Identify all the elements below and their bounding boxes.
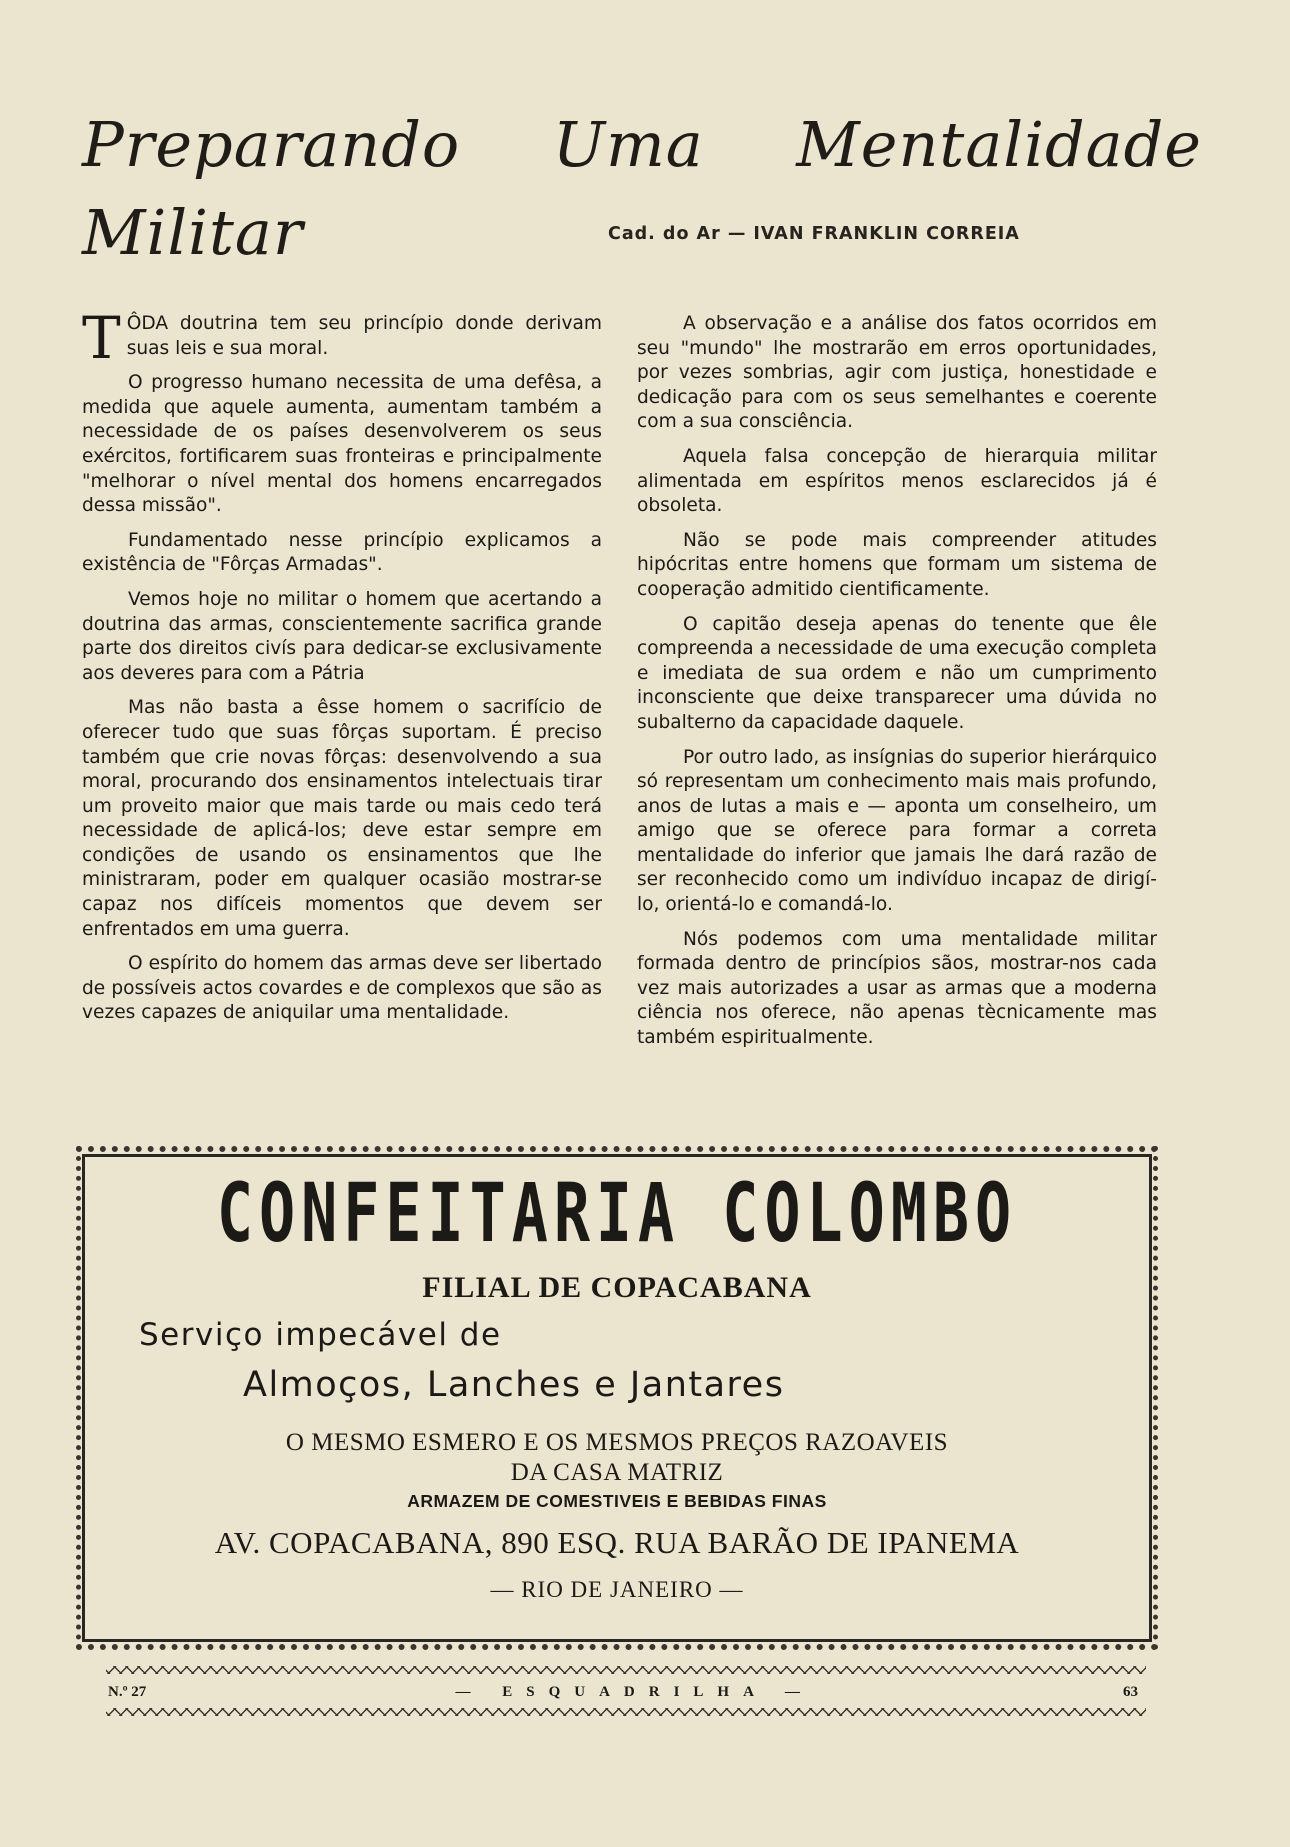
ad-service-line: Serviço impecável de — [139, 1317, 502, 1353]
paragraph: Vemos hoje no militar o homem que acertando a doutrina das armas, conscientemente sacrifica grande parte dos direitos civís para dedicar-se exclusivamente aos deveres para com a Pátria — [82, 588, 602, 684]
article-column-right — [637, 312, 1157, 1061]
ad-brand-name: CONFEITARIA COLOMBO — [216, 1166, 1018, 1262]
paragraph: Aquela falsa concepção de hierarquia militar alimentada em espíritos menos esclarecidos já é obsoleta. — [637, 445, 1157, 517]
magazine-name: — ESQUADRILHA — — [455, 1684, 814, 1700]
ad-prices-line: O MESMO ESMERO E OS MESMOS PREÇOS RAZOAVEIS — [285, 1429, 949, 1456]
page-footer — [108, 1684, 1138, 1701]
ad-store-line: ARMAZEM DE COMESTIVEIS E BEBIDAS FINAS — [407, 1491, 827, 1511]
paragraph: Por outro lado, as insígnias do superior hierárquico só representam um conhecimento mais mais profundo, anos de lutas a mais e — aponta um conselheiro, um amigo que se oferece para formar a correta mentalidade do inferior que jamais lhe dará razão de ser reconhecido como um indivíduo incapaz de dirigí-lo, orientá-lo e comandá-lo. — [637, 746, 1157, 916]
drop-cap: T — [82, 304, 121, 372]
article-title-line1 — [82, 108, 1202, 181]
title-word: Preparando — [82, 108, 461, 181]
ad-city: — RIO DE JANEIRO — — [490, 1577, 744, 1602]
paragraph: O espírito do homem das armas deve ser libertado de possíveis actos covardes e de complexos que são as vezes capazes de aniquilar uma mentalidade. — [82, 953, 602, 1024]
ad-matriz-line: DA CASA MATRIZ — [510, 1459, 724, 1486]
paragraph: O capitão deseja apenas do tenente que êle compreenda a necessidade de uma execução completa e imediata de sua ordem e não um cumprimento inconsciente que deixe transparecer uma dúvida no subalterno da capacidade daquele. — [637, 613, 1157, 733]
footer-rule-bottom — [106, 1708, 1146, 1716]
paragraph: Mas não basta a êsse homem o sacrifício de oferecer tudo que suas fôrças suportam. É preciso também que crie novas fôrças: desenvolvendo a sua moral, procurando dos ensinamentos intelectuais tirar um proveito maior que mais tarde ou mais cedo terá necessidade de aplicá-los; deve estar sempre em condições de usando os ensinamentos que lhe ministraram, poder em qualquer ocasião mostrar-se capaz nos difíceis momentos que devem ser enfrentados em uma guerra. — [82, 697, 602, 940]
author-byline: Cad. do Ar — IVAN FRANKLIN CORREIA — [608, 224, 1020, 244]
advertisement-box — [82, 1154, 1152, 1642]
issue-number: N.º 27 — [108, 1684, 147, 1700]
page-number: 63 — [1123, 1684, 1138, 1700]
paragraph: Nós podemos com uma mentalidade militar formada dentro de princípios sãos, mostrar-nos cada vez mais autorizades a usar as armas que a moderna ciência nos oferece, não apenas tècnicamente mas também espiritualmente. — [637, 928, 1157, 1049]
paragraph: Fundamentado nesse princípio explicamos a existência de "Fôrças Armadas". — [82, 529, 602, 576]
footer-rule-top — [106, 1666, 1146, 1674]
title-word: Mentalidade — [796, 108, 1202, 181]
paragraph: A observação e a análise dos fatos ocorridos em seu "mundo" lhe mostrarão em erros oportunidades, por vezes sombrias, agir com justiça, honestidade e dedicação para com os seus semelhantes e coerente com a sua consciência. — [637, 313, 1157, 433]
ad-address: AV. COPACABANA, 890 ESQ. RUA BARÃO DE IPANEMA — [214, 1525, 1020, 1560]
article-title-line2: Militar — [82, 196, 304, 269]
title-word: Uma — [552, 108, 704, 181]
paragraph: TÔDA doutrina tem seu princípio donde derivam suas leis e sua moral. — [82, 304, 602, 372]
ad-branch: FILIAL DE COPACABANA — [422, 1271, 812, 1304]
ad-meals-line: Almoços, Lanches e Jantares — [243, 1365, 785, 1405]
article-column-left — [82, 304, 602, 1036]
paragraph: O progresso humano necessita de uma defêsa, a medida que aquele aumenta, aumentam também a necessidade de os países desenvolverem os seus exércitos, fortificarem suas fronteiras e principalmente "melhorar o nível mental dos homens encarregados dessa missão". — [82, 372, 602, 517]
paragraph: Não se pode mais compreender atitudes hipócritas entre homens que formam um sistema de cooperação admitido cientificamente. — [637, 529, 1157, 600]
